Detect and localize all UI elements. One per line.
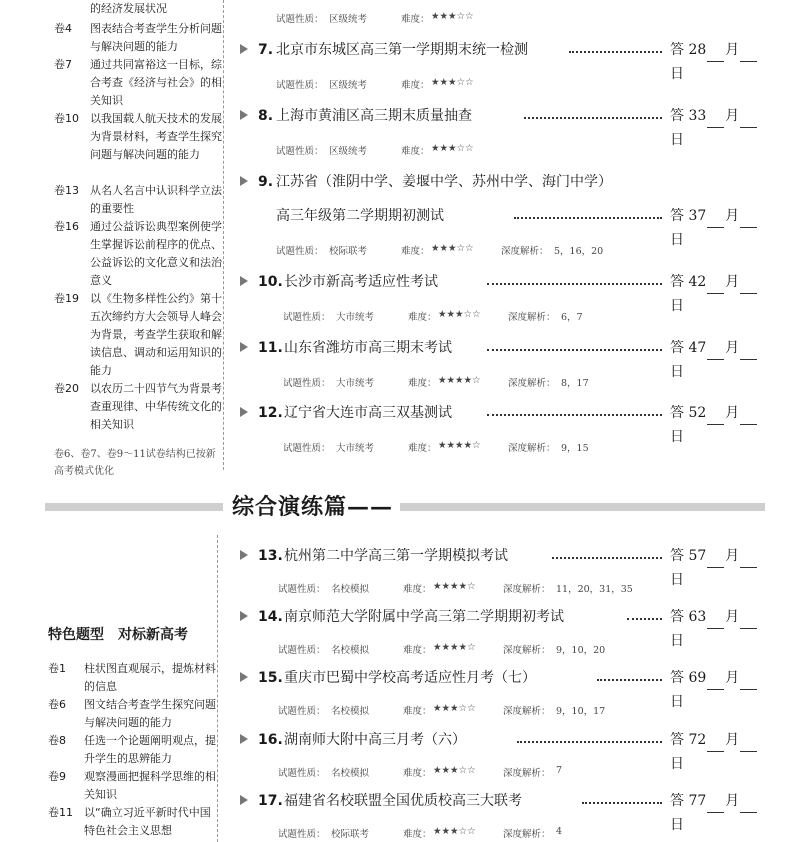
meta-difficulty: ★★★★☆	[433, 642, 476, 653]
note-text: 的经济发展状况	[90, 2, 167, 15]
item-number: 9.	[258, 174, 274, 190]
answer-page-number: 42	[688, 274, 707, 290]
note-tag: 卷19	[54, 292, 79, 305]
day-blank[interactable]	[740, 278, 757, 294]
answer-page-number: 63	[688, 609, 707, 625]
meta-nature-label: 试题性质：	[276, 80, 324, 91]
leader-dots	[569, 38, 662, 62]
answer-prefix: 答	[670, 108, 684, 124]
item-number: 14.	[258, 609, 283, 625]
day-label: 日	[670, 756, 684, 772]
month-label: 月	[725, 405, 740, 421]
meta-analysis: 4	[556, 826, 563, 837]
answer-page	[670, 728, 770, 776]
left-note	[54, 290, 224, 380]
left-note	[48, 696, 218, 732]
answer-page	[670, 605, 770, 653]
item-title: 南京师范大学附属中学高三第二学期期初考试	[284, 609, 564, 625]
answer-prefix: 答	[670, 42, 684, 58]
left-footnote: 卷6、卷7、卷9～11试卷结构已按新高考模式优化	[54, 449, 216, 477]
meta-nature-label: 试题性质：	[278, 768, 326, 779]
bullet-triangle-icon	[240, 176, 248, 186]
meta-analysis-label: 深度解析：	[508, 443, 556, 454]
note-tag: 卷9	[48, 770, 66, 783]
day-label: 日	[670, 633, 684, 649]
meta-difficulty: ★★★★☆	[433, 581, 476, 592]
toc-item[interactable]	[240, 336, 770, 380]
item-number: 8.	[258, 108, 274, 124]
item-number: 13.	[258, 548, 283, 564]
banner-bar-right	[400, 503, 765, 511]
leader-dots	[627, 605, 662, 629]
meta-nature: 名校模拟	[331, 706, 370, 717]
toc-item-first-line[interactable]	[240, 170, 770, 194]
meta-nature: 名校模拟	[331, 584, 370, 595]
meta-analysis: 5，16，20	[554, 246, 604, 257]
month-label: 月	[725, 609, 740, 625]
note-text: 以我国载人航天技术的发展为背景材料，考查学生探究问题与解决问题的能力	[90, 112, 222, 161]
day-label: 日	[670, 694, 684, 710]
meta-nature: 大市统考	[336, 443, 375, 454]
meta-difficulty: ★★★☆☆	[431, 143, 474, 154]
meta-difficulty-label: 难度：	[408, 378, 437, 389]
left-note	[54, 110, 224, 182]
meta-nature-label: 试题性质：	[278, 645, 326, 656]
note-text: 通过共同富裕这一目标，综合考查《经济与社会》的相关知识	[90, 58, 222, 107]
month-label: 月	[725, 208, 740, 224]
meta-analysis-label: 深度解析：	[503, 706, 551, 717]
month-blank[interactable]	[707, 736, 724, 752]
meta-analysis: 8，17	[561, 378, 589, 389]
meta-difficulty: ★★★★☆	[438, 440, 481, 451]
day-blank[interactable]	[740, 212, 757, 228]
meta-analysis-label: 深度解析：	[503, 645, 551, 656]
item-title: 辽宁省大连市高三双基测试	[284, 405, 452, 421]
answer-prefix: 答	[670, 670, 684, 686]
answer-page-number: 52	[688, 405, 707, 421]
toc-item[interactable]	[240, 38, 770, 82]
toc-item[interactable]	[240, 401, 770, 445]
meta-nature: 校际联考	[331, 829, 370, 840]
toc-item[interactable]	[240, 270, 770, 314]
day-label: 日	[670, 298, 684, 314]
meta-nature-label: 试题性质：	[283, 443, 331, 454]
answer-page	[670, 666, 770, 714]
note-tag: 卷20	[54, 382, 79, 395]
meta-nature: 名校模拟	[331, 768, 370, 779]
toc-item[interactable]	[240, 666, 770, 710]
meta-nature: 区级统考	[329, 14, 368, 25]
meta-nature-label: 试题性质：	[283, 378, 331, 389]
left-note	[54, 218, 224, 290]
note-text: 任选一个论题阐明观点，提升学生的思辨能力	[84, 734, 216, 765]
meta-nature-label: 试题性质：	[283, 312, 331, 323]
meta-difficulty: ★★★☆☆	[431, 11, 474, 22]
leader-dots	[487, 270, 662, 294]
month-blank[interactable]	[707, 552, 724, 568]
month-blank[interactable]	[707, 797, 724, 813]
answer-prefix: 答	[670, 405, 684, 421]
item-number: 17.	[258, 793, 283, 809]
meta-analysis: 9，10，17	[556, 706, 606, 717]
meta-difficulty-label: 难度：	[403, 829, 432, 840]
day-blank[interactable]	[740, 344, 757, 360]
month-blank[interactable]	[707, 409, 724, 425]
meta-analysis: 7	[556, 765, 563, 776]
meta-nature: 区级统考	[329, 146, 368, 157]
item-number: 10.	[258, 274, 283, 290]
meta-analysis-label: 深度解析：	[503, 768, 551, 779]
bullet-triangle-icon	[240, 672, 248, 682]
meta-nature-label: 试题性质：	[276, 146, 324, 157]
day-label: 日	[670, 364, 684, 380]
note-text: 以《生物多样性公约》第十五次缔约方大会领导人峰会为背景，考查学生获取和解读信息、调动和运用知识的能力	[90, 292, 222, 377]
meta-analysis: 9，15	[561, 443, 589, 454]
feature-heading: 特色题型 对标新高考	[48, 627, 188, 643]
day-blank[interactable]	[740, 674, 757, 690]
meta-analysis-label: 深度解析：	[508, 312, 556, 323]
answer-page-number: 28	[688, 42, 707, 58]
bullet-triangle-icon	[240, 342, 248, 352]
bullet-triangle-icon	[240, 611, 248, 621]
answer-page	[670, 38, 770, 86]
column-divider	[223, 0, 224, 470]
answer-page	[670, 401, 770, 449]
note-text: 通过公益诉讼典型案例使学生掌握诉讼前程序的优点、公益诉讼的文化意义和法治意义	[90, 220, 222, 287]
answer-prefix: 答	[670, 793, 684, 809]
answer-prefix: 答	[670, 732, 684, 748]
month-blank[interactable]	[707, 46, 724, 62]
meta-difficulty: ★★★☆☆	[433, 703, 476, 714]
toc-item[interactable]	[240, 728, 770, 772]
month-label: 月	[725, 108, 740, 124]
meta-nature: 区级统考	[329, 80, 368, 91]
item-number: 15.	[258, 670, 283, 686]
month-blank[interactable]	[707, 278, 724, 294]
meta-difficulty: ★★★☆☆	[433, 826, 476, 837]
note-text: 观察漫画把握科学思维的相关知识	[84, 770, 216, 801]
day-blank[interactable]	[740, 797, 757, 813]
answer-prefix: 答	[670, 340, 684, 356]
answer-page-number: 33	[688, 108, 707, 124]
note-text: 柱状图直观展示，提炼材料的信息	[84, 662, 216, 693]
meta-nature-label: 试题性质：	[278, 829, 326, 840]
item-number: 16.	[258, 732, 283, 748]
toc-item[interactable]	[240, 204, 770, 248]
day-blank[interactable]	[740, 736, 757, 752]
meta-nature: 校际联考	[329, 246, 368, 257]
leader-dots	[514, 204, 662, 228]
note-text: 从名人名言中认识科学立法的重要性	[90, 184, 222, 215]
meta-difficulty-label: 难度：	[403, 584, 432, 595]
left-note	[54, 20, 224, 56]
toc-item[interactable]	[240, 544, 770, 588]
bullet-triangle-icon	[240, 795, 248, 805]
note-tag: 卷4	[54, 22, 72, 35]
day-label: 日	[670, 572, 684, 588]
note-tag: 卷6	[48, 698, 66, 711]
meta-difficulty-label: 难度：	[403, 645, 432, 656]
day-blank[interactable]	[740, 112, 757, 128]
left-note	[48, 804, 218, 840]
meta-difficulty: ★★★☆☆	[431, 77, 474, 88]
bullet-triangle-icon	[240, 276, 248, 286]
item-title: 杭州第二中学高三第一学期模拟考试	[284, 548, 508, 564]
meta-difficulty: ★★★☆☆	[438, 309, 481, 320]
answer-page-number: 47	[688, 340, 707, 356]
left-note	[54, 182, 224, 218]
bullet-triangle-icon	[240, 407, 248, 417]
leader-dots	[487, 336, 662, 360]
leader-dots	[487, 401, 662, 425]
day-blank[interactable]	[740, 409, 757, 425]
meta-difficulty: ★★★★☆	[438, 375, 481, 386]
meta-difficulty-label: 难度：	[401, 246, 430, 257]
meta-difficulty-label: 难度：	[408, 443, 437, 454]
day-blank[interactable]	[740, 552, 757, 568]
meta-analysis-label: 深度解析：	[508, 378, 556, 389]
answer-page-number: 57	[688, 548, 707, 564]
banner-bar-left	[45, 503, 223, 511]
answer-page	[670, 270, 770, 318]
meta-analysis: 6，7	[561, 312, 583, 323]
left-note	[54, 0, 224, 18]
note-tag: 卷7	[54, 58, 72, 71]
note-text: 以农历二十四节气为背景考查重现律、中华传统文化的相关知识	[90, 382, 222, 431]
month-label: 月	[725, 42, 740, 58]
month-blank[interactable]	[707, 674, 724, 690]
month-blank[interactable]	[707, 212, 724, 228]
item-number: 11.	[258, 340, 283, 356]
meta-nature-label: 试题性质：	[276, 14, 324, 25]
left-note	[54, 380, 224, 434]
meta-nature: 大市统考	[336, 312, 375, 323]
month-label: 月	[725, 548, 740, 564]
month-blank[interactable]	[707, 112, 724, 128]
meta-nature-label: 试题性质：	[278, 706, 326, 717]
meta-difficulty-label: 难度：	[401, 80, 430, 91]
meta-analysis-label: 深度解析：	[503, 584, 551, 595]
item-number: 12.	[258, 405, 283, 421]
meta-difficulty-label: 难度：	[401, 146, 430, 157]
item-title: 山东省潍坊市高三期末考试	[284, 340, 452, 356]
note-tag: 卷1	[48, 662, 66, 675]
day-label: 日	[670, 817, 684, 833]
meta-difficulty-label: 难度：	[401, 14, 430, 25]
day-blank[interactable]	[740, 46, 757, 62]
answer-page	[670, 336, 770, 384]
left-note	[48, 660, 218, 696]
answer-page-number: 72	[688, 732, 707, 748]
toc-item[interactable]	[240, 605, 770, 649]
bullet-triangle-icon	[240, 44, 248, 54]
item-title: 长沙市新高考适应性考试	[284, 274, 438, 290]
day-blank[interactable]	[740, 613, 757, 629]
note-tag: 卷10	[54, 112, 79, 125]
meta-nature: 大市统考	[336, 378, 375, 389]
month-label: 月	[725, 340, 740, 356]
note-text: 以“确立习近平新时代中国特色社会主义思想	[84, 806, 211, 837]
answer-page	[670, 104, 770, 152]
answer-prefix: 答	[670, 208, 684, 224]
meta-difficulty: ★★★☆☆	[433, 765, 476, 776]
note-tag: 卷16	[54, 220, 79, 233]
meta-analysis: 9，10，20	[556, 645, 606, 656]
item-title: 湖南师大附中高三月考（六）	[284, 732, 466, 748]
answer-page	[670, 544, 770, 592]
note-tag: 卷13	[54, 184, 79, 197]
meta-difficulty-label: 难度：	[403, 706, 432, 717]
answer-prefix: 答	[670, 548, 684, 564]
answer-prefix: 答	[670, 609, 684, 625]
left-note	[54, 56, 224, 110]
item-title: 上海市黄浦区高三期末质量抽查	[276, 108, 472, 124]
section-title: 综合演练篇——	[232, 494, 394, 520]
meta-nature-label: 试题性质：	[276, 246, 324, 257]
bullet-triangle-icon	[240, 550, 248, 560]
month-label: 月	[725, 793, 740, 809]
month-blank[interactable]	[707, 613, 724, 629]
item-title: 北京市东城区高三第一学期期末统一检测	[276, 42, 528, 58]
bullet-triangle-icon	[240, 734, 248, 744]
note-tag: 卷8	[48, 734, 66, 747]
answer-page	[670, 204, 770, 252]
answer-prefix: 答	[670, 274, 684, 290]
item-title: 江苏省（淮阴中学、姜堰中学、苏州中学、海门中学）	[276, 174, 612, 190]
item-title-cont: 高三年级第二学期期初测试	[276, 208, 444, 224]
item-number: 7.	[258, 42, 274, 58]
answer-page-number: 37	[688, 208, 707, 224]
answer-page	[670, 789, 770, 837]
leader-dots	[597, 666, 662, 690]
month-label: 月	[725, 670, 740, 686]
note-tag: 卷11	[48, 806, 73, 819]
month-label: 月	[725, 274, 740, 290]
meta-analysis: 11，20，31，35	[556, 584, 633, 595]
item-title: 重庆市巴蜀中学校高考适应性月考（七）	[284, 670, 536, 686]
meta-analysis-label: 深度解析：	[503, 829, 551, 840]
leader-dots	[524, 104, 662, 128]
answer-page-number: 77	[688, 793, 707, 809]
meta-difficulty-label: 难度：	[403, 768, 432, 779]
leader-dots	[552, 544, 662, 568]
answer-page-number: 69	[688, 670, 707, 686]
day-label: 日	[670, 66, 684, 82]
meta-analysis-label: 深度解析：	[501, 246, 549, 257]
meta-difficulty: ★★★☆☆	[431, 243, 474, 254]
day-label: 日	[670, 132, 684, 148]
left-note	[48, 732, 218, 768]
meta-nature-label: 试题性质：	[278, 584, 326, 595]
meta-nature: 名校模拟	[331, 645, 370, 656]
toc-item[interactable]	[240, 789, 770, 833]
note-text: 图表结合考查学生分析问题与解决问题的能力	[90, 22, 222, 53]
left-note	[48, 768, 218, 804]
day-label: 日	[670, 232, 684, 248]
toc-item[interactable]	[240, 104, 770, 148]
month-blank[interactable]	[707, 344, 724, 360]
meta-difficulty-label: 难度：	[408, 312, 437, 323]
leader-dots	[517, 728, 662, 752]
item-title: 福建省名校联盟全国优质校高三大联考	[284, 793, 522, 809]
day-label: 日	[670, 429, 684, 445]
bullet-triangle-icon	[240, 110, 248, 120]
note-text: 图文结合考查学生探究问题与解决问题的能力	[84, 698, 216, 729]
month-label: 月	[725, 732, 740, 748]
leader-dots	[582, 789, 662, 813]
